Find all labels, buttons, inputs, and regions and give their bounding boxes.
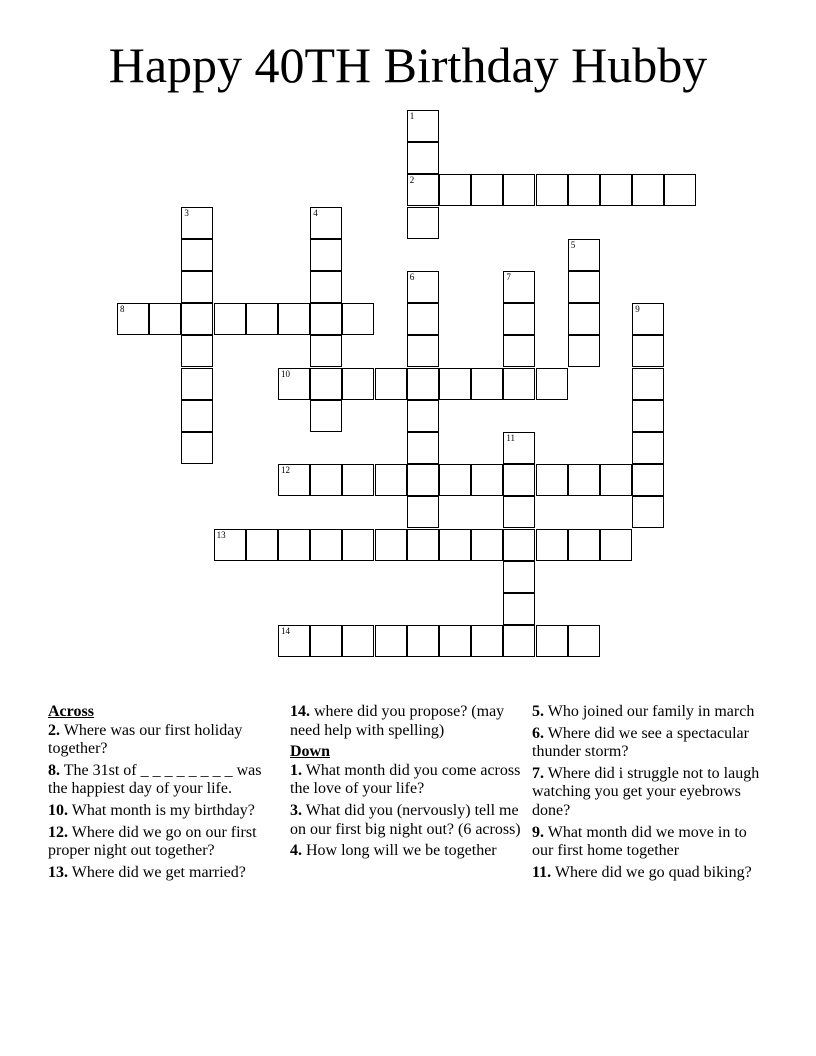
grid-cell[interactable] [407,335,439,367]
grid-cell[interactable] [375,529,407,561]
grid-cell[interactable] [181,207,213,239]
grid-cell[interactable] [471,529,503,561]
grid-cell[interactable] [536,529,568,561]
clues-column-2 [290,703,526,864]
clue-text: Where did we go on our first proper night out together? [48,823,257,860]
grid-cell[interactable] [278,303,310,335]
cell-number: 10 [281,368,290,379]
grid-cell[interactable] [503,174,535,206]
grid-cell[interactable] [375,464,407,496]
grid-cell[interactable] [407,368,439,400]
clue-number: 10. [48,801,68,819]
grid-cell[interactable] [310,400,342,432]
grid-cell[interactable] [310,239,342,271]
grid-cell[interactable] [568,464,600,496]
across-clue-12 [48,824,280,861]
grid-cell[interactable] [439,529,471,561]
grid-cell[interactable] [407,496,439,528]
grid-cell[interactable] [600,174,632,206]
cell-number: 4 [313,207,318,218]
cell-number: 12 [281,465,290,476]
grid-cell[interactable] [246,529,278,561]
clue-text: The 31st of _ _ _ _ _ _ _ _ was the happiest day of your life. [48,761,262,798]
grid-cell[interactable] [632,368,664,400]
clue-text: How long will we be together [306,842,497,860]
grid-cell[interactable] [310,207,342,239]
across-clue-14 [290,703,526,740]
grid-cell[interactable] [568,335,600,367]
cell-number: 3 [184,207,189,218]
clue-number: 1. [290,761,302,779]
grid-cell[interactable] [407,271,439,303]
grid-cell[interactable] [632,432,664,464]
grid-cell[interactable] [439,464,471,496]
grid-cell[interactable] [568,271,600,303]
grid-cell[interactable] [278,368,310,400]
across-clue-2 [48,722,280,759]
grid-cell[interactable] [568,303,600,335]
grid-cell[interactable] [471,625,503,657]
grid-cell[interactable] [407,625,439,657]
grid-cell[interactable] [407,432,439,464]
grid-cell[interactable] [375,368,407,400]
grid-cell[interactable] [503,561,535,593]
clue-number: 11. [532,863,552,881]
grid-cell[interactable] [342,464,374,496]
cell-number: 6 [409,272,415,282]
across-clue-10 [48,802,280,821]
down-clue-6 [532,725,768,762]
grid-cell[interactable] [117,303,149,335]
cell-number: 11 [506,433,516,443]
clue-number: 9. [532,823,544,841]
clue-number: 2. [48,721,60,739]
grid-cell[interactable] [632,496,664,528]
clues-column-1 [48,703,280,885]
clue-number: 13. [48,863,68,881]
cell-number: 13 [216,529,226,540]
grid-cell[interactable] [568,625,600,657]
grid-cell[interactable] [503,464,535,496]
clue-text: Where did we go quad biking? [554,863,752,881]
grid-cell[interactable] [503,529,535,561]
clue-text: where did you propose? (may need help with spelling) [290,703,505,739]
grid-cell[interactable] [181,432,213,464]
grid-cell[interactable] [407,142,439,174]
grid-cell[interactable] [632,400,664,432]
grid-cell[interactable] [214,303,246,335]
grid-cell[interactable] [632,303,664,335]
grid-cell[interactable] [471,464,503,496]
grid-cell[interactable] [503,335,535,367]
down-clue-7 [532,765,768,821]
grid-cell[interactable] [342,625,374,657]
cell-number: 9 [635,304,640,315]
grid-cell[interactable] [439,174,471,206]
grid-cell[interactable] [503,271,535,303]
grid-cell[interactable] [407,529,439,561]
grid-cell[interactable] [342,529,374,561]
grid-cell[interactable] [471,174,503,206]
grid-cell[interactable] [181,400,213,432]
clue-text: What month did we move in to our first home together [532,823,747,860]
grid-cell[interactable] [342,303,374,335]
grid-cell[interactable] [439,368,471,400]
cell-number: 1 [409,111,415,121]
grid-cell[interactable] [278,464,310,496]
clue-text: What did you (nervously) tell me on our first big night out? (6 across) [290,801,521,838]
clue-text: Where did we see a spectacular thunder storm? [532,724,749,761]
grid-cell[interactable] [310,271,342,303]
grid-cell[interactable] [310,529,342,561]
grid-cell[interactable] [664,174,696,206]
clues-column-3 [532,703,768,885]
clue-text: Where was our first holiday together? [48,721,243,758]
clue-number: 8. [48,761,60,779]
page-title: Happy 40TH Birthday Hubby [108,37,708,93]
cell-number: 2 [409,175,415,186]
grid-cell[interactable] [181,271,213,303]
clue-text: What month is my birthday? [71,801,255,819]
grid-cell[interactable] [568,529,600,561]
grid-cell[interactable] [632,464,664,496]
cell-number: 14 [281,626,290,637]
grid-cell[interactable] [310,303,342,335]
grid-cell[interactable] [181,303,213,335]
grid-cell[interactable] [632,335,664,367]
grid-cell[interactable] [568,239,600,271]
grid-cell[interactable] [149,303,181,335]
grid-cell[interactable] [600,464,632,496]
grid-cell[interactable] [246,303,278,335]
grid-cell[interactable] [503,625,535,657]
grid-cell[interactable] [310,625,342,657]
down-clue-4 [290,842,526,861]
clue-number: 4. [290,842,302,860]
clue-number: 3. [290,801,302,819]
down-clue-3 [290,802,526,839]
grid-cell[interactable] [536,174,568,206]
clue-number: 6. [532,724,544,742]
grid-cell[interactable] [536,368,568,400]
grid-cell[interactable] [632,174,664,206]
across-header: Across [48,703,94,720]
grid-cell[interactable] [407,400,439,432]
grid-cell[interactable] [181,239,213,271]
cell-number: 8 [120,304,125,315]
grid-cell[interactable] [439,625,471,657]
grid-cell[interactable] [181,368,213,400]
grid-cell[interactable] [310,368,342,400]
grid-cell[interactable] [536,625,568,657]
cell-number: 5 [570,239,576,250]
grid-cell[interactable] [407,303,439,335]
across-clue-8 [48,762,280,799]
clue-number: 14. [290,703,310,720]
cell-number: 7 [506,272,511,282]
grid-cell[interactable] [310,464,342,496]
clue-number: 7. [532,764,544,782]
grid-cell[interactable] [503,368,535,400]
grid-cell[interactable] [503,593,535,625]
grid-cell[interactable] [278,625,310,657]
clue-text: What month did you come across the love of your life? [290,761,521,798]
grid-cell[interactable] [503,303,535,335]
clue-number: 5. [532,703,544,720]
down-clue-9 [532,824,768,861]
grid-cell[interactable] [471,368,503,400]
grid-cell[interactable] [407,174,439,206]
grid-cell[interactable] [407,207,439,239]
grid-cell[interactable] [503,496,535,528]
grid-cell[interactable] [536,464,568,496]
grid-cell[interactable] [407,110,439,142]
grid-cell[interactable] [342,368,374,400]
grid-cell[interactable] [214,529,246,561]
grid-cell[interactable] [407,464,439,496]
clue-text: Who joined our family in march [547,703,755,720]
grid-cell[interactable] [278,529,310,561]
clue-text: Where did i struggle not to laugh watching you get your eyebrows done? [532,764,760,819]
grid-cell[interactable] [600,529,632,561]
grid-cell[interactable] [181,335,213,367]
clue-text: Where did we get married? [71,863,246,881]
down-clue-11 [532,864,768,883]
grid-cell[interactable] [568,174,600,206]
down-header: Down [290,743,331,761]
down-clue-1 [290,762,526,799]
grid-cell[interactable] [375,625,407,657]
grid-cell[interactable] [310,335,342,367]
clue-number: 12. [48,823,68,841]
down-clue-5 [532,703,768,722]
grid-cell[interactable] [503,432,535,464]
across-clue-13 [48,864,280,883]
